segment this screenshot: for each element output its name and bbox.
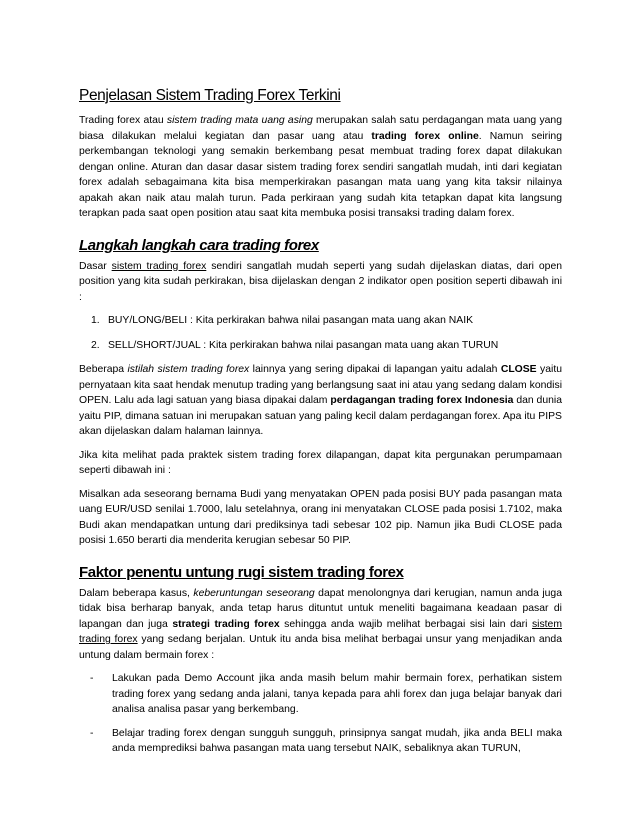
practice-paragraph: Jika kita melihat pada praktek sistem trading forex dilapangan, dapat kita pergunakan perumpamaan seperti dibawah ini : (79, 449, 562, 476)
indonesia-trading-term: perdagangan trading forex Indonesia (330, 395, 514, 406)
sistem-trading-forex-link[interactable]: sistem trading forex (111, 260, 207, 272)
factors-paragraph (79, 586, 562, 664)
section-heading-steps: Langkah langkah cara trading forex (79, 236, 319, 254)
example-paragraph: Misalkan ada seseorang bernama Budi yang menyatakan OPEN pada posisi BUY pada pasangan mata uang EUR/USD senilai 1.7000, lalu setelahnya, orang ini menyatakan CLOSE pada posisi 1.7102, maka Budi akan mendapatkan untung dari prediksinya tadi sebesar 102 pip. Namun jika Budi CLOSE pada posisi 1.650 berarti dia menderita kerugian sebesar 50 PIP. (79, 488, 562, 546)
intro-text-3: . Namun seiring perkembangan teknologi yang semakin berkembang pesat membuat trading forex dapat dilakukan dengan online. Aturan dan dasar dasar sistem trading forex sendiri sangatlah mudah, inti dari kegiatan forex adalah sebagaimana kita bisa memperkirakan pasangan mata uang yang kita taksir nilainya apakah akan naik atau malah turun. Pada perkiraan yang sudah kita tetapkan dapat kita langsung terapkan pada saat open position atau saat kita membuka posisi transaksi trading dalam forex. (79, 130, 562, 219)
list-number: 1. (91, 315, 100, 326)
steps-intro-paragraph (79, 259, 562, 306)
factors-text-4: yang sedang berjalan. Untuk itu anda bisa melihat berbagai unsur yang menjadikan anda untung dalam bermain forex : (79, 634, 562, 661)
factors-text-3: sehingga anda wajib melihat berbagai sisi lain dari (279, 618, 532, 630)
section-heading-factors: Faktor penentu untung rugi sistem trading forex (79, 563, 404, 581)
factors-italic-term: keberuntungan seseorang (193, 587, 315, 599)
page-title: Penjelasan Sistem Trading Forex Terkini (79, 87, 341, 104)
list-item (79, 338, 562, 354)
intro-text-2: merupakan salah satu perdagangan mata uang yang biasa dilakukan melalui kegiatan dan pasar uang atau (79, 115, 562, 142)
list-item-text: Belajar trading forex dengan sungguh sungguh, prinsipnya sangat mudah, jika anda BELI maka anda memprediksi bahwa pasangan mata uang tersebut NAIK, sebaliknya akan TURUN, (112, 727, 562, 754)
intro-italic-term: sistem trading mata uang asing (166, 115, 313, 126)
terms-italic-term: istilah sistem trading forex (127, 364, 250, 375)
sistem-trading-forex-link-2[interactable]: sistem trading forex (79, 618, 562, 645)
factors-list (79, 671, 562, 757)
list-item (79, 726, 562, 757)
steps-list (79, 313, 562, 353)
strategy-term: strategi trading forex (172, 618, 280, 630)
list-item-text: Lakukan pada Demo Account jika anda masih belum mahir bermain forex, perhatikan sistem trading forex yang sedang anda jalani, tanya kepada para ahli forex dan juga belajar banyak dari analisa analisa pasar yang berkembang. (112, 673, 562, 715)
list-number: 2. (91, 339, 100, 351)
terms-paragraph (79, 362, 562, 440)
terms-text-3: yaitu pernyataan kita saat hendak menutup trading yang berlangsung saat ini atau yang sedang dalam kondisi OPEN. Lalu ada lagi satuan yang biasa dipakai dalam (79, 364, 562, 406)
intro-text-1: Trading forex atau (79, 115, 167, 126)
steps-intro-text-1: Dasar (79, 260, 112, 272)
list-item (79, 671, 562, 718)
intro-paragraph (79, 113, 562, 222)
factors-text-1: Dalam beberapa kasus, (79, 587, 194, 599)
list-item (79, 313, 562, 329)
terms-text-1: Beberapa (79, 364, 128, 375)
steps-intro-text-2: sendiri sangatlah mudah seperti yang sudah dijelaskan diatas, dari open position yang kita sudah perkirakan, bisa dijelaskan dengan 2 indikator open position seperti dibawah ini : (79, 260, 563, 303)
list-item-text: SELL/SHORT/JUAL : Kita perkirakan bahwa nilai pasangan mata uang akan TURUN (108, 339, 499, 351)
factors-text-2: dapat menolongnya dari kerugian, namun anda juga tidak bisa berharap banyak, anda tetap harus dituntut untuk meneliti bagaimana keadaan pasar di lapangan dan juga (79, 587, 562, 630)
intro-bold-term: trading forex online (371, 130, 479, 142)
list-dash: - (90, 727, 94, 739)
terms-text-2: lainnya yang sering dipakai di lapangan yaitu adalah (249, 364, 501, 375)
document-content (79, 86, 562, 765)
list-item-text: BUY/LONG/BELI : Kita perkirakan bahwa nilai pasangan mata uang akan NAIK (108, 315, 474, 326)
terms-text-4: dan dunia yaitu PIP, dimana satuan ini merupakan satuan yang paling kecil dalam perdagangan forex. Apa itu PIPS akan dijelaskan dalam halaman lainnya. (79, 395, 562, 437)
close-term: CLOSE (500, 364, 537, 375)
list-dash: - (90, 673, 94, 684)
